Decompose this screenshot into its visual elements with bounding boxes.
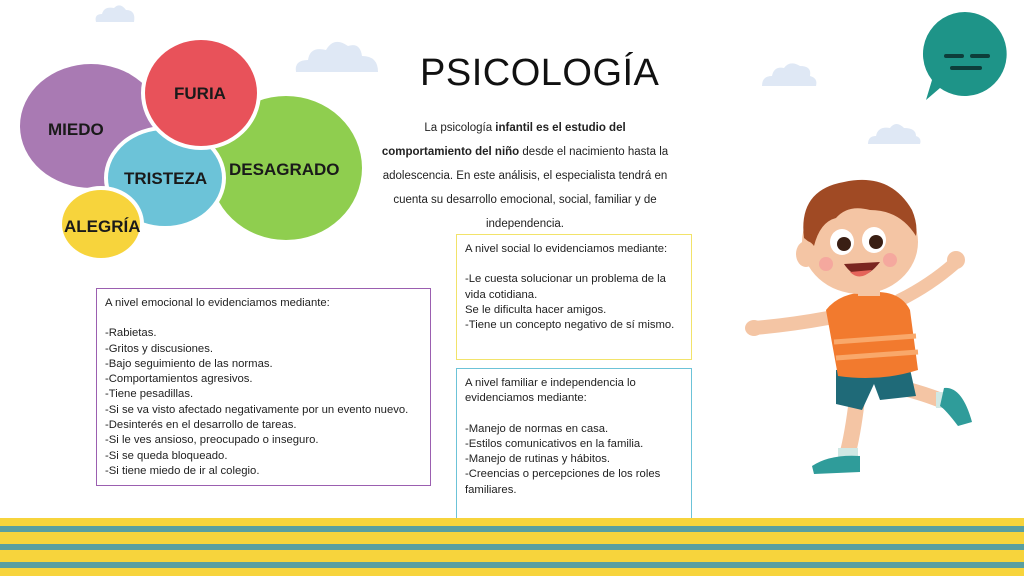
social-item: -Tiene un concepto negativo de sí mismo. — [465, 319, 675, 332]
emotional-item: -Tiene pesadillas. — [105, 388, 194, 401]
emotional-item: -Comportamientos agresivos. — [105, 373, 253, 386]
intro-text-1: La psicología — [424, 122, 496, 134]
cloud-icon — [866, 120, 922, 146]
page-title: PSICOLOGÍA — [420, 52, 660, 94]
family-item: -Estilos comunicativos en la familia. — [465, 437, 644, 450]
emotional-item: -Si se queda bloqueado. — [105, 449, 228, 462]
chat-bubble-face-icon — [918, 8, 1012, 102]
cloud-icon — [292, 36, 382, 74]
intro-text-2: desde el nacimiento hasta la adolescencia. En este análisis, el especialista tendrá en cuenta su desarrollo emocional, social, familiar y de independencia. — [382, 146, 669, 230]
intro-paragraph — [380, 116, 670, 236]
bottom-stripes — [0, 518, 1024, 576]
emotion-label-alegria: ALEGRÍA — [64, 217, 141, 236]
social-box — [456, 234, 692, 360]
emotion-label-furia: FURIA — [174, 84, 226, 103]
boy-illustration — [740, 160, 990, 490]
emotion-label-desagrado: DESAGRADO — [229, 160, 340, 179]
emotional-box — [96, 288, 431, 486]
family-box — [456, 368, 692, 524]
emotional-item: -Si tiene miedo de ir al colegio. — [105, 464, 260, 477]
emotion-label-miedo: MIEDO — [48, 120, 104, 139]
intro-bold-text: infantil es el estudio del comportamiento del niño — [381, 122, 626, 158]
cloud-icon — [760, 58, 818, 88]
emotional-item: -Gritos y discusiones. — [105, 342, 213, 355]
cloud-icon — [92, 2, 138, 24]
emotional-box-heading: A nivel emocional lo evidenciamos mediante: — [105, 297, 330, 309]
emotional-item: -Rabietas. — [105, 327, 157, 340]
social-item: -Le cuesta solucionar un problema de la vida cotidiana. — [465, 273, 666, 301]
emotional-item: -Si se va visto afectado negativamente por un evento nuevo. — [105, 403, 409, 416]
emotional-item: -Bajo seguimiento de las normas. — [105, 357, 273, 370]
emotional-item: -Desinterés en el desarrollo de tareas. — [105, 419, 297, 432]
social-box-heading: A nivel social lo evidenciamos mediante: — [465, 243, 668, 255]
family-item: -Manejo de rutinas y hábitos. — [465, 453, 611, 466]
emotional-item: -Si le ves ansioso, preocupado o inseguro. — [105, 434, 319, 447]
emotion-label-tristeza: TRISTEZA — [124, 169, 208, 188]
social-item: Se le dificulta hacer amigos. — [465, 303, 607, 316]
family-item: -Manejo de normas en casa. — [465, 422, 609, 435]
family-item: -Creencias o percepciones de los roles familiares. — [465, 468, 661, 496]
family-box-heading: A nivel familiar e independencia lo evidenciamos mediante: — [465, 377, 636, 405]
